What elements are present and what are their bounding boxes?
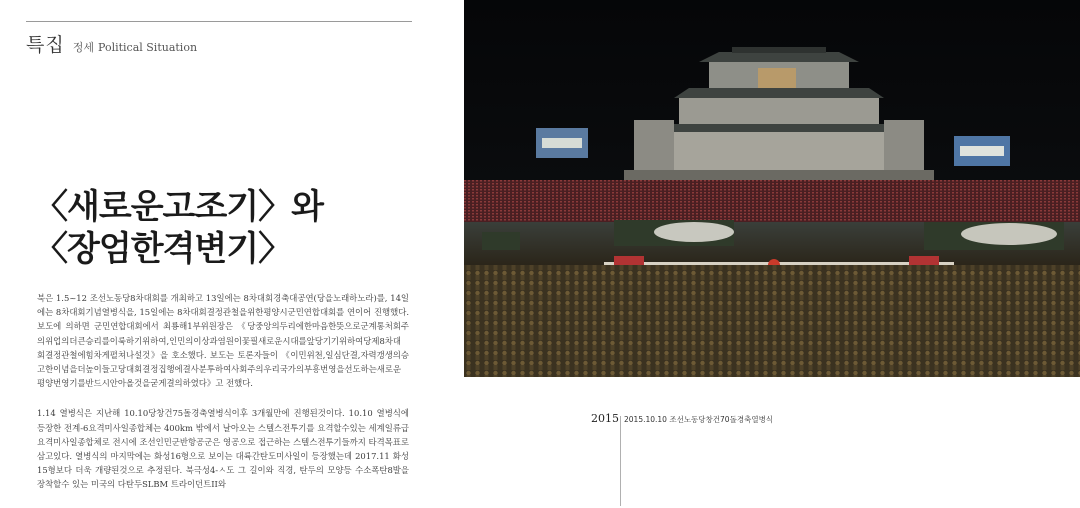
body-paragraph-1: 북은 1.5~12 조선노동당8차대회를 개최하고 13일에는 8차대회경축대공연(당을노래하노라)를, 14일에는 8차대회기념열병식을, 15일에는 8차대회결정관철을위한평양시군민연합대회를 연이어 진행했다. 보도에 의하면 군민연합대회에서 최룡해1부위원장은 《당중앙의두리에한마음한뜻으로군계통처회주의위업의더큰승리를이룩하기위하여,인민의이상과염원이꽃필새로운시대를앞당기기위하여당제8차대회결정관철에힘차게펼쳐나설것》을 호소했다. 보도는 토론자들이 《이민위천,일심단결,자력갱생의승고한이념을더높이들고당대회결정집행에결사분투하여사회주의우리국가의부흥번영을선도하는새로운평양번영기를반드시안아올것을굳게결의하였다》고 전했다. [37,293,409,389]
headline-line-1: 〈새로운고조기〉와 [34,187,323,227]
header-rule [26,21,412,22]
section-header [26,30,197,57]
timeline-line [620,416,621,506]
headline-line-2: 〈장엄한격변기〉 [34,229,292,269]
article-body [37,291,409,508]
left-page [0,0,464,500]
parade-photo [464,0,1080,377]
section-subtitle-korean: 정세 [72,41,94,54]
body-paragraph-2: 1.14 열병식은 지난해 10.10당창건75돌경축열병식이후 3개월만에 진행된것이다. 10.10 열병식에 등장한 전계-6요격미사일종합체는 400km 밖에서 날아오는 스텔스전투기를 요격할수있는 세계일류급요격미사일종합체로 전시에 조선인민군반항공군은 영공으로 접근하는 스텔스전투기들까지 타격목표로 삼고있다. 열병식의 마지막에는 화성16형으로 보이는 대륙간탄도미사일이 등장했는데 2017.11 화성15형보다 더욱 개량된것으로 추정된다. 북극성4-ㅅ도 그 길이와 직경, 탄두의 모양등 수소폭탄8발을 장착할수 있는 미국의 다탄두SLBM 트라이던트II와 [37,408,409,490]
timeline-year: 2015 [591,412,619,425]
section-title: 특집 [26,34,65,56]
section-subtitle-english: Political Situation [97,41,198,54]
article-headline [34,186,323,270]
photo-caption: 2015.10.10 조선노동당창건70돌경축열병식 [624,415,774,424]
